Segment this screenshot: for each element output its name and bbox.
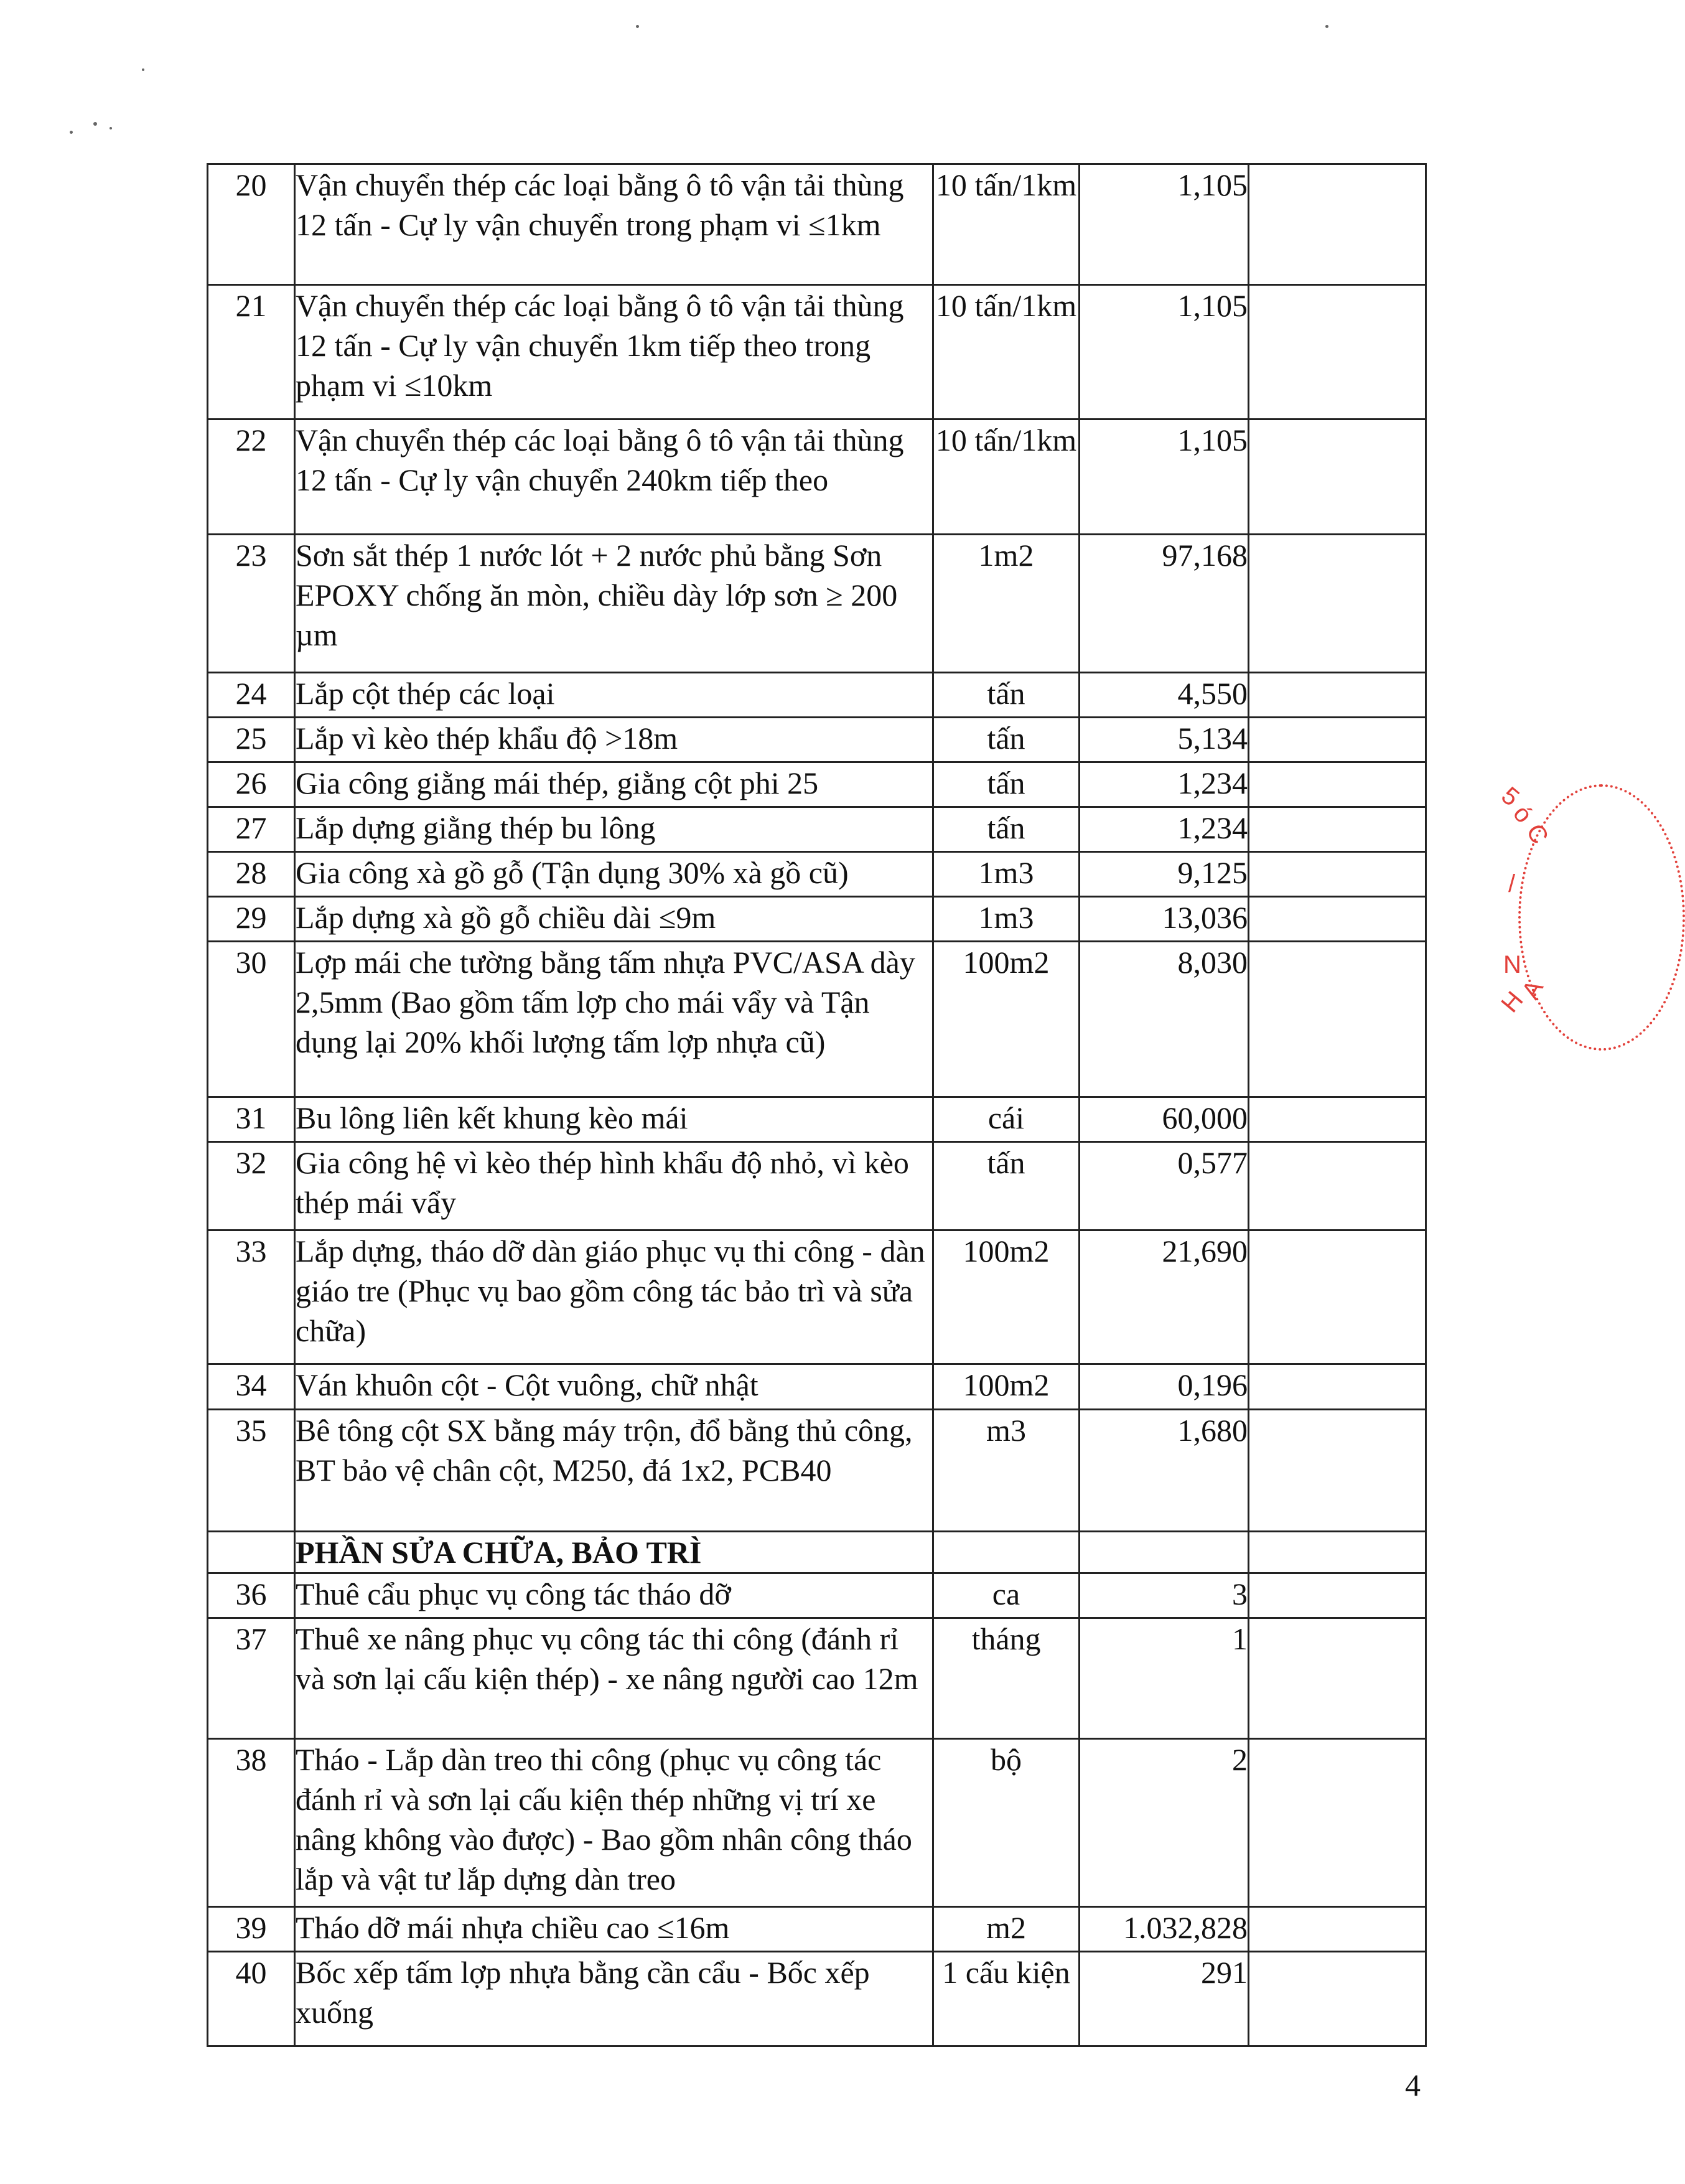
quantity: 291 (1080, 1952, 1249, 2046)
note-cell (1249, 1142, 1426, 1230)
unit-of-measure: tháng (933, 1618, 1080, 1739)
table-row (208, 673, 1426, 718)
row-number: 29 (208, 897, 295, 942)
scan-speck (70, 131, 73, 134)
note-cell (1249, 1907, 1426, 1952)
table-row (208, 1097, 1426, 1142)
quantity: 4,550 (1080, 673, 1249, 718)
quantity: 1,105 (1080, 285, 1249, 419)
row-number: 31 (208, 1097, 295, 1142)
note-cell (1249, 942, 1426, 1097)
unit-of-measure: tấn (933, 673, 1080, 718)
row-number: 22 (208, 419, 295, 535)
work-item-description: Vận chuyển thép các loại bằng ô tô vận tải thùng 12 tấn - Cự ly vận chuyển trong phạm vi ≤1km (295, 164, 933, 285)
row-number: 35 (208, 1410, 295, 1532)
work-item-description: Lắp cột thép các loại (295, 673, 933, 718)
quantity: 1,105 (1080, 419, 1249, 535)
note-cell (1249, 718, 1426, 762)
work-item-description: Gia công hệ vì kèo thép hình khẩu độ nhỏ, vì kèo thép mái vẩy (295, 1142, 933, 1230)
unit-of-measure: 1 cấu kiện (933, 1952, 1080, 2046)
quantity: 1 (1080, 1618, 1249, 1739)
note-cell (1249, 673, 1426, 718)
row-number: 37 (208, 1618, 295, 1739)
row-number: 23 (208, 535, 295, 673)
table-row (208, 419, 1426, 535)
scan-speck (93, 122, 97, 126)
table-row (208, 285, 1426, 419)
work-item-description: Lắp dựng, tháo dỡ dàn giáo phục vụ thi công - dàn giáo tre (Phục vụ bao gồm công tác bảo trì và sửa chữa) (295, 1230, 933, 1364)
row-number: 34 (208, 1364, 295, 1410)
row-number: 36 (208, 1573, 295, 1618)
note-cell (1249, 164, 1426, 285)
unit-of-measure (933, 1532, 1080, 1573)
work-item-description: Thuê xe nâng phục vụ công tác thi công (đánh rỉ và sơn lại cấu kiện thép) - xe nâng người cao 12m (295, 1618, 933, 1739)
unit-of-measure: 100m2 (933, 942, 1080, 1097)
quantity (1080, 1532, 1249, 1573)
unit-of-measure: 100m2 (933, 1364, 1080, 1410)
work-item-description: Bê tông cột SX bằng máy trộn, đổ bằng thủ công, BT bảo vệ chân cột, M250, đá 1x2, PCB40 (295, 1410, 933, 1532)
unit-of-measure: m3 (933, 1410, 1080, 1532)
note-cell (1249, 535, 1426, 673)
quantity: 0,577 (1080, 1142, 1249, 1230)
quantity: 3 (1080, 1573, 1249, 1618)
quantity: 2 (1080, 1739, 1249, 1907)
quantity: 1,234 (1080, 807, 1249, 852)
table-row (208, 1739, 1426, 1907)
seal-letter: / (1508, 870, 1516, 898)
row-number: 27 (208, 807, 295, 852)
note-cell (1249, 285, 1426, 419)
unit-of-measure: 10 tấn/1km (933, 419, 1080, 535)
quantity: 13,036 (1080, 897, 1249, 942)
unit-of-measure: tấn (933, 762, 1080, 807)
table-row (208, 1410, 1426, 1532)
table-row (208, 942, 1426, 1097)
work-item-description: Gia công xà gồ gỗ (Tận dụng 30% xà gồ cũ) (295, 852, 933, 897)
note-cell (1249, 1097, 1426, 1142)
unit-of-measure: cái (933, 1097, 1080, 1142)
quantity: 0,196 (1080, 1364, 1249, 1410)
work-item-description: Lắp dựng xà gồ gỗ chiều dài ≤9m (295, 897, 933, 942)
work-item-description: Lắp dựng giằng thép bu lông (295, 807, 933, 852)
row-number: 33 (208, 1230, 295, 1364)
note-cell (1249, 807, 1426, 852)
table-row (208, 1142, 1426, 1230)
quantity: 8,030 (1080, 942, 1249, 1097)
table-row (208, 1573, 1426, 1618)
unit-of-measure: 10 tấn/1km (933, 285, 1080, 419)
unit-of-measure: bộ (933, 1739, 1080, 1907)
table-row (208, 718, 1426, 762)
unit-of-measure: tấn (933, 718, 1080, 762)
row-number: 30 (208, 942, 295, 1097)
quantity: 97,168 (1080, 535, 1249, 673)
work-item-description: Thuê cẩu phục vụ công tác tháo dỡ (295, 1573, 933, 1618)
note-cell (1249, 1410, 1426, 1532)
section-title: PHẦN SỬA CHỮA, BẢO TRÌ (295, 1532, 933, 1573)
unit-of-measure: 10 tấn/1km (933, 164, 1080, 285)
table-row (208, 807, 1426, 852)
note-cell (1249, 1618, 1426, 1739)
table-row (208, 1618, 1426, 1739)
quantity: 1,234 (1080, 762, 1249, 807)
unit-of-measure: m2 (933, 1907, 1080, 1952)
row-number: 20 (208, 164, 295, 285)
row-number: 26 (208, 762, 295, 807)
work-item-description: Bốc xếp tấm lợp nhựa bằng cần cẩu - Bốc xếp xuống (295, 1952, 933, 2046)
row-number: 39 (208, 1907, 295, 1952)
row-number: 21 (208, 285, 295, 419)
note-cell (1249, 1532, 1426, 1573)
row-number (208, 1532, 295, 1573)
partial-red-seal (1481, 766, 1554, 1052)
work-item-description: Lợp mái che tường bằng tấm nhựa PVC/ASA dày 2,5mm (Bao gồm tấm lợp cho mái vẩy và Tận dụng lại 20% khối lượng tấm lợp nhựa cũ) (295, 942, 933, 1097)
unit-of-measure: tấn (933, 1142, 1080, 1230)
work-item-description: Vận chuyển thép các loại bằng ô tô vận tải thùng 12 tấn - Cự ly vận chuyển 240km tiếp theo (295, 419, 933, 535)
table-row (208, 164, 1426, 285)
seal-letter: C (1521, 819, 1554, 849)
note-cell (1249, 762, 1426, 807)
quantity: 9,125 (1080, 852, 1249, 897)
table-row (208, 762, 1426, 807)
note-cell (1249, 1573, 1426, 1618)
table-row (208, 1364, 1426, 1410)
scan-speck (142, 68, 144, 71)
unit-of-measure: tấn (933, 807, 1080, 852)
note-cell (1249, 1364, 1426, 1410)
unit-of-measure: ca (933, 1573, 1080, 1618)
row-number: 38 (208, 1739, 295, 1907)
bill-of-quantities-table (207, 163, 1427, 2047)
table-row (208, 1952, 1426, 2046)
note-cell (1249, 852, 1426, 897)
scan-speck (110, 127, 112, 129)
quantity: 21,690 (1080, 1230, 1249, 1364)
row-number: 28 (208, 852, 295, 897)
unit-of-measure: 100m2 (933, 1230, 1080, 1364)
table-row (208, 897, 1426, 942)
work-item-description: Ván khuôn cột - Cột vuông, chữ nhật (295, 1364, 933, 1410)
note-cell (1249, 1952, 1426, 2046)
unit-of-measure: 1m2 (933, 535, 1080, 673)
seal-letter: N (1503, 951, 1521, 978)
note-cell (1249, 1739, 1426, 1907)
work-item-description: Sơn sắt thép 1 nước lót + 2 nước phủ bằng Sơn EPOXY chống ăn mòn, chiều dày lớp sơn ≥ 200 µm (295, 535, 933, 673)
unit-of-measure: 1m3 (933, 852, 1080, 897)
section-header-row (208, 1532, 1426, 1573)
seal-letter: H (1496, 986, 1529, 1018)
quantity: 5,134 (1080, 718, 1249, 762)
quantity: 1,680 (1080, 1410, 1249, 1532)
scan-speck (636, 25, 639, 28)
work-item-description: Gia công giằng mái thép, giằng cột phi 25 (295, 762, 933, 807)
seal-letter: A (1516, 975, 1549, 1004)
unit-of-measure: 1m3 (933, 897, 1080, 942)
table-row (208, 852, 1426, 897)
seal-letter: ó (1508, 800, 1538, 828)
row-number: 24 (208, 673, 295, 718)
work-item-description: Vận chuyển thép các loại bằng ô tô vận tải thùng 12 tấn - Cự ly vận chuyển 1km tiếp theo trong phạm vi ≤10km (295, 285, 933, 419)
row-number: 32 (208, 1142, 295, 1230)
work-item-description: Lắp vì kèo thép khẩu độ >18m (295, 718, 933, 762)
note-cell (1249, 1230, 1426, 1364)
page-number: 4 (1405, 2068, 1421, 2102)
row-number: 25 (208, 718, 295, 762)
row-number: 40 (208, 1952, 295, 2046)
quantity: 60,000 (1080, 1097, 1249, 1142)
table-row (208, 1230, 1426, 1364)
work-item-description: Tháo dỡ mái nhựa chiều cao ≤16m (295, 1907, 933, 1952)
scan-speck (1325, 25, 1328, 28)
note-cell (1249, 897, 1426, 942)
table-row (208, 535, 1426, 673)
seal-letter: 5 (1496, 781, 1524, 812)
note-cell (1249, 419, 1426, 535)
work-item-description: Tháo - Lắp dàn treo thi công (phục vụ công tác đánh rỉ và sơn lại cấu kiện thép những vị trí xe nâng không vào được) - Bao gồm nhân công tháo lắp và vật tư lắp dựng dàn treo (295, 1739, 933, 1907)
work-item-description: Bu lông liên kết khung kèo mái (295, 1097, 933, 1142)
table-row (208, 1907, 1426, 1952)
quantity: 1,105 (1080, 164, 1249, 285)
quantity: 1.032,828 (1080, 1907, 1249, 1952)
